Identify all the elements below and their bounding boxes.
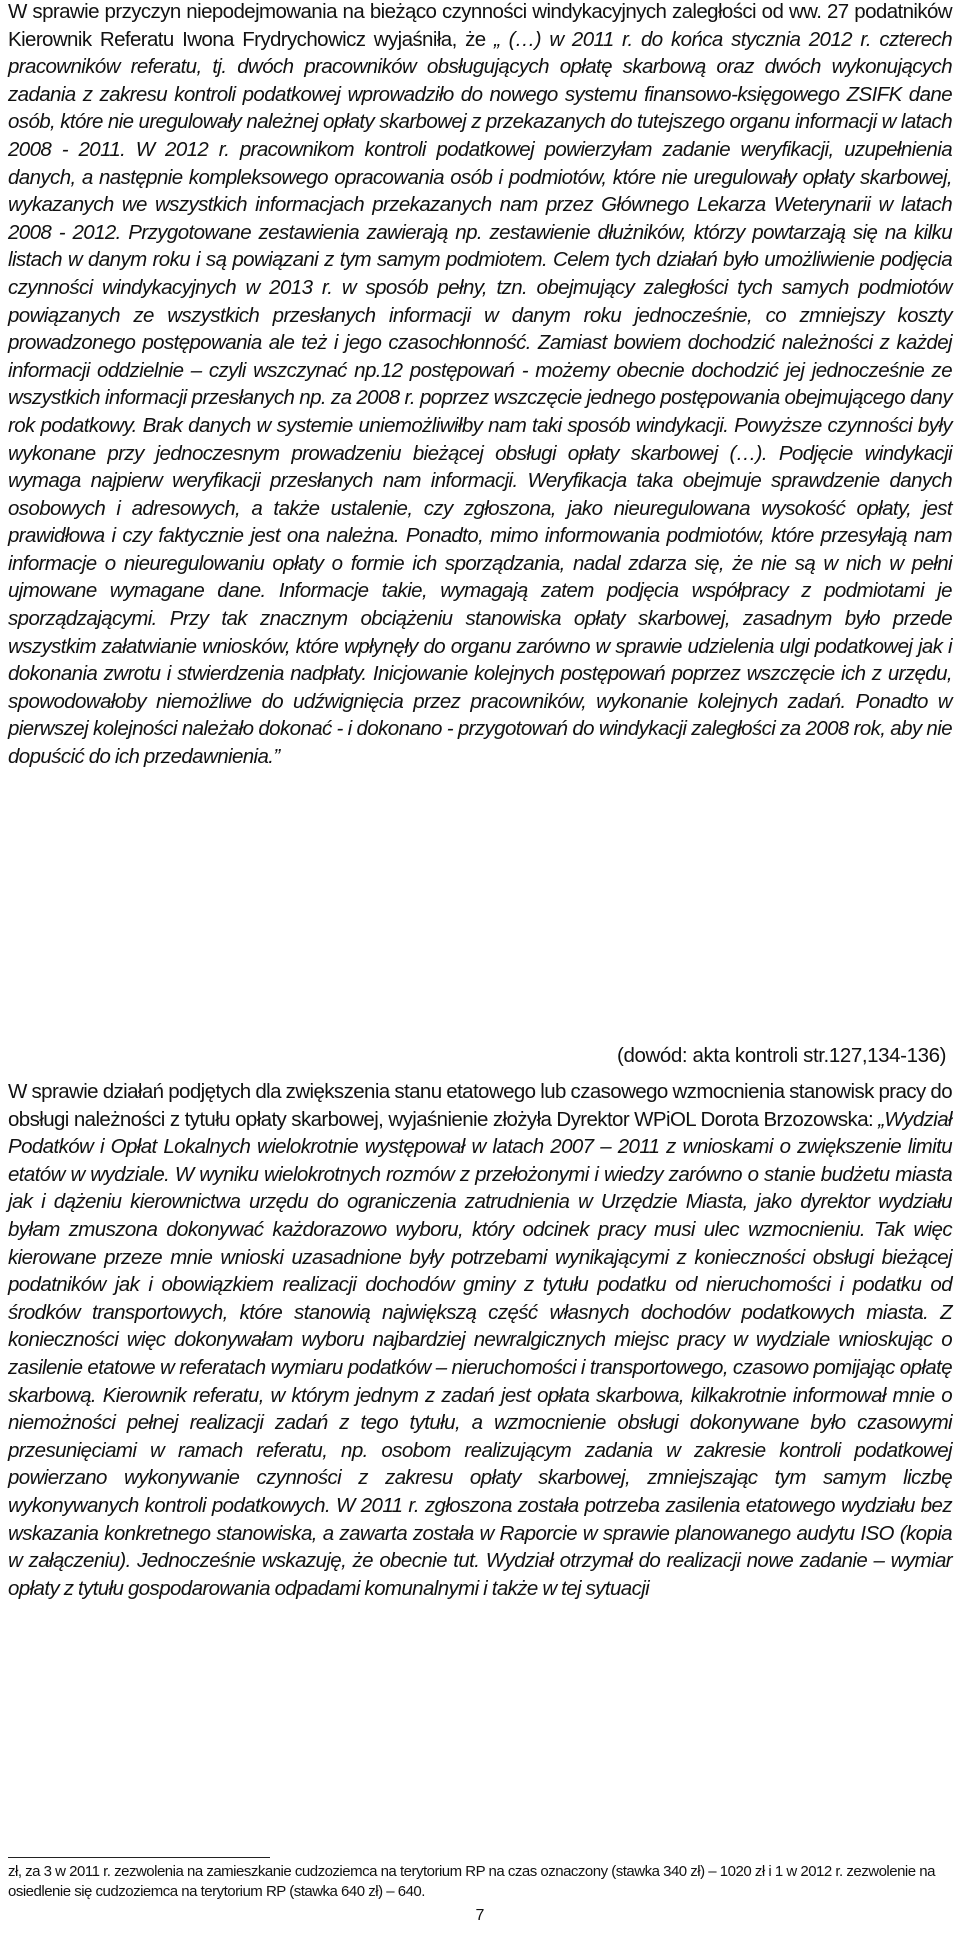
footnote-separator — [8, 1857, 270, 1858]
paragraph-intro-text: W sprawie przyczyn niepodejmowania na bieżąco czynności windykacyjnych zaległości od ww. 27 podatników Kierownik Referatu Iwona Frydrychowicz wyjaśniła, że — [8, 0, 952, 51]
paragraph-explanation-director — [8, 1078, 952, 1602]
page-number: 7 — [475, 1907, 485, 1924]
evidence-reference: (dowód: akta kontroli str.127,134-136) — [617, 1044, 946, 1067]
quoted-explanation: „Wydział Podatków i Opłat Lokalnych wielokrotnie występował w latach 2007 – 2011 z wnioskami o zwiększenie limitu etatów w wydziale. W wyniku wielokrotnych rozmów z przełożonymi i wiedzy zarówno o stanie budżetu miasta jak i dążeniu kierownictwa urzędu do ograniczenia zatrudnienia w Urzędzie Miasta, jako dyrektor wydziału byłam zmuszona dokonywać każdorazowo wyboru, który odcinek pracy musi ulec wzmocnieniu. Tak więc kierowane przeze mnie wnioski uzasadnione były potrzebami wynikającymi z konieczności obsługi bieżącej podatników jak i obowiązkiem realizacji dochodów gminy z tytułu podatku od nieruchomości i podatku od środków transportowych, które stanowią największą część własnych dochodów podatkowych miasta. Z konieczności więc dokonywałam wyboru najbardziej newralgicznych miejsc pracy w wydziale wnioskując o zasilenie etatowe w referatach wymiaru podatków – nieruchomości i transportowego, czasowo pomijając opłatę skarbową. Kierownik referatu, w którym jednym z zadań jest opłata skarbowa, kilkakrotnie informował mnie o niemożności pełnej realizacji zadań z tego tytułu, a wzmocnienie obsługi dokonywane było czasowymi przesunięciami w ramach referatu, np. osobom realizującym zadania w zakresie kontroli podatkowej powierzano wykonywanie czynności z zakresu opłaty skarbowej, zmniejszając tym samym liczbę wykonywanych kontroli podatkowych. W 2011 r. zgłoszona została potrzeba zasilenia etatowego wydziału bez wskazania konkretnego stanowiska, a zawarta została w Raporcie w sprawie planowanego audytu ISO (kopia w załączeniu). Jednocześnie wskazuję, że obecnie tut. Wydział otrzymał do realizacji nowe zadanie – wymiar opłaty z tytułu gospodarowania odpadami komunalnymi i także w tej sytuacji — [8, 1107, 952, 1600]
paragraph-intro-text: W sprawie działań podjętych dla zwiększenia stanu etatowego lub czasowego wzmocnienia stanowisk pracy do obsługi należności z tytułu opłaty skarbowej, wyjaśnienie złożyła Dyrektor WPiOL Dorota Brzozowska: — [8, 1080, 952, 1131]
quoted-explanation: „ (…) w 2011 r. do końca stycznia 2012 r. czterech pracowników referatu, tj. dwóch pracowników obsługujących opłatę skarbową oraz dwóch wykonujących zadania z zakresu kontroli podatkowej wprowadziło do nowego systemu finansowo-księgowego ZSIFK dane osób, które nie uregulowały należnej opłaty skarbowej z przekazanych do tutejszego organu informacji w latach 2008 - 2011. W 2012 r. pracownikom kontroli podatkowej powierzyłam zadanie weryfikacji, uzupełnienia danych, a następnie kompleksowego opracowania osób i podmiotów, które nie uregulowały opłaty skarbowej, wykazanych we wszystkich informacjach przekazanych nam przez Głównego Lekarza Weterynarii w latach 2008 - 2012. Przygotowane zestawienia zawierają np. zestawienie dłużników, którzy powtarzają się na kilku listach w danym roku i są powiązani z tym samym podmiotem. Celem tych działań było umożliwienie podjęcia czynności windykacyjnych w 2013 r. w sposób pełny, tzn. obejmujący zaległości tych samych podmiotów powiązanych ze wszystkich przesłanych informacji w danym roku jednocześnie, co zmniejszy koszty prowadzonego postępowania ale też i jego czasochłonność. Zamiast bowiem dochodzić należności z każdej informacji oddzielnie – czyli wszczynać np.12 postępowań - możemy obecnie dochodzić jej jednocześnie ze wszystkich informacji przesłanych np. za 2008 r. poprzez wszczęcie jednego postępowania obejmującego dany rok podatkowy. Brak danych w systemie uniemożliwiłby nam taki sposób windykacji. Powyższe czynności były wykonane przy jednoczesnym prowadzeniu bieżącej obsługi opłaty skarbowej (…). Podjęcie windykacji wymaga najpierw weryfikacji przesłanych nam informacji. Weryfikacja taka obejmuje sprawdzenie danych osobowych i adresowych, a także ustalenie, czy zgłoszona, jako nieuregulowana wysokość opłaty, jest prawidłowa i czy faktycznie jest ona należna. Ponadto, mimo informowania podmiotów, które przesyłają nam informacje o nieuregulowaniu opłaty o formie ich sporządzania, nadal zdarza się, że nie są w nich w pełni ujmowane wymagane dane. Informacje takie, wymagają zatem podjęcia współpracy z podmiotami je sporządzającymi. Przy tak znacznym obciążeniu stanowiska opłaty skarbowej, zasadnym było przede wszystkim załatwianie wniosków, które wpłynęły do organu zarówno w sprawie udzielenia ulgi podatkowej jak i dokonania zwrotu i stwierdzenia nadpłaty. Inicjowanie kolejnych postępowań poprzez wszczęcie ich z urzędu, spowodowałoby niemożliwe do udźwignięcia przez pracowników, wykonanie kolejnych zadań. Ponadto w pierwszej kolejności należało dokonać - i dokonano - przygotowań do windykacji zaległości za 2008 rok, aby nie dopuścić do ich przedawnienia.” — [8, 27, 953, 769]
footnote-text: zł, za 3 w 2011 r. zezwolenia na zamieszkanie cudzoziemca na terytorium RP na czas oznaczony (stawka 340 zł) – 1020 zł i 1 w 2012 r. zezwolenie na osiedlenie się cudzoziemca na terytorium RP (stawka 640 zł) – 640. — [8, 1863, 935, 1900]
paragraph-explanation-referat — [8, 0, 952, 771]
